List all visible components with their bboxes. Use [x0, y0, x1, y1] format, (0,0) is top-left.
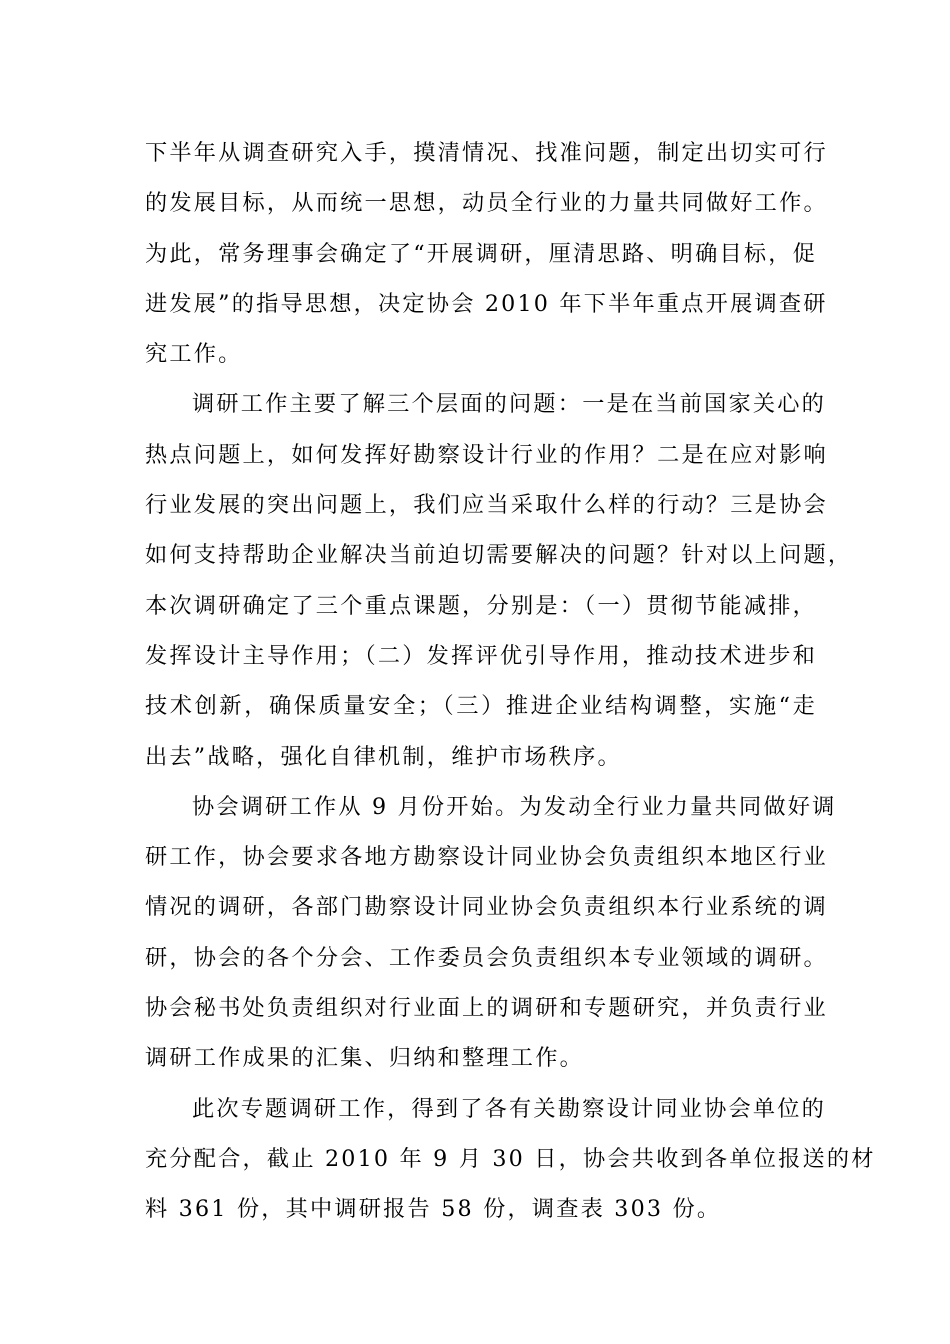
text-line: 此次专题调研工作，得到了各有关勘察设计同业协会单位的	[192, 1095, 827, 1122]
text-line: 下半年从调查研究入手，摸清情况、找准问题，制定出切实可行	[145, 140, 828, 166]
paragraph-2	[145, 379, 853, 781]
text-line: 为此，常务理事会确定了“开展调研，厘清思路、明确目标，促	[145, 240, 818, 267]
text-line: 技术创新，确保质量安全；（三）推进企业结构调整，实施“走	[145, 693, 817, 720]
paragraph-4	[145, 1084, 876, 1235]
text-line: 研，协会的各个分会、工作委员会负责组织本专业领域的调研。	[145, 944, 828, 971]
text-line: 调研工作主要了解三个层面的问题：一是在当前国家关心的	[192, 391, 827, 418]
text-line: 调研工作成果的汇集、归纳和整理工作。	[145, 1045, 584, 1072]
paragraph-1	[145, 128, 828, 379]
text-line: 究工作。	[145, 341, 243, 368]
text-line: 协会秘书处负责组织对行业面上的调研和专题研究，并负责行业	[145, 995, 828, 1022]
paragraph-3	[145, 782, 837, 1084]
text-line: 本次调研确定了三个重点课题，分别是：（一）贯彻节能减排，	[145, 592, 817, 619]
text-line: 进发展”的指导思想，决定协会 2010 年下半年重点开展调查研	[145, 290, 828, 317]
text-line: 出去”战略，强化自律机制，维护市场秩序。	[145, 743, 622, 770]
text-line: 如何支持帮助企业解决当前迫切需要解决的问题？针对以上问题，	[145, 542, 853, 569]
text-line: 料 361 份，其中调研报告 58 份，调查表 303 份。	[145, 1196, 722, 1223]
text-line: 充分配合，截止 2010 年 9 月 30 日，协会共收到各单位报送的材	[145, 1145, 876, 1172]
text-line: 发挥设计主导作用；（二）发挥评优引导作用，推动技术进步和	[145, 642, 817, 669]
text-line: 研工作，协会要求各地方勘察设计同业协会负责组织本地区行业	[145, 844, 828, 871]
text-line: 情况的调研，各部门勘察设计同业协会负责组织本行业系统的调	[145, 894, 828, 921]
text-line: 行业发展的突出问题上，我们应当采取什么样的行动？三是协会	[145, 492, 828, 519]
text-line: 协会调研工作从 9 月份开始。为发动全行业力量共同做好调	[192, 793, 837, 820]
text-line: 热点问题上，如何发挥好勘察设计行业的作用？二是在应对影响	[145, 441, 828, 468]
text-line: 的发展目标，从而统一思想，动员全行业的力量共同做好工作。	[145, 190, 828, 217]
document-body	[145, 128, 876, 1235]
